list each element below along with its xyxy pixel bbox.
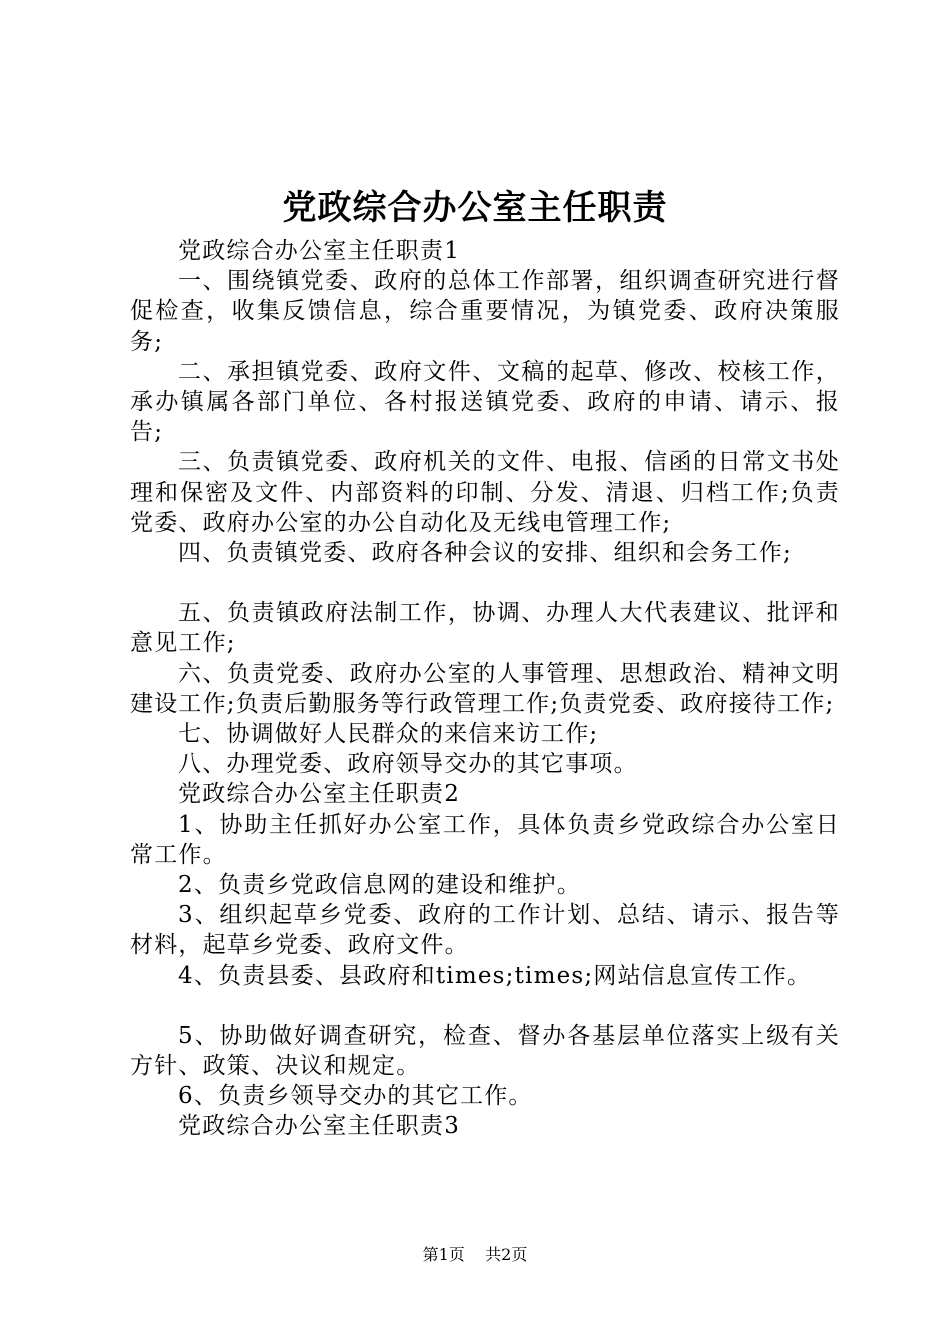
page-footer bbox=[0, 1244, 950, 1266]
document-title: 党政综合办公室主任职责 bbox=[282, 188, 668, 228]
paragraph-duty-1: 一、围绕镇党委、政府的总体工作部署，组织调查研究进行督促检查，收集反馈信息，综合重要情况，为镇党委、政府决策服务; bbox=[130, 268, 840, 355]
paragraph-item-5: 5、协助做好调查研究，检查、督办各基层单位落实上级有关方针、政策、决议和规定。 bbox=[130, 1022, 840, 1080]
section-heading-2: 党政综合办公室主任职责2 bbox=[178, 781, 461, 808]
footer-spacer bbox=[470, 1245, 480, 1264]
paragraph-duty-7: 七、协调做好人民群众的来信来访工作; bbox=[178, 721, 599, 748]
paragraph-duty-3: 三、负责镇党委、政府机关的文件、电报、信函的日常文书处理和保密及文件、内部资料的印制、分发、清退、归档工作;负责党委、政府办公室的办公自动化及无线电管理工作; bbox=[130, 449, 840, 536]
paragraph-item-1: 1、协助主任抓好办公室工作，具体负责乡党政综合办公室日常工作。 bbox=[130, 811, 840, 868]
document-body bbox=[130, 236, 840, 1142]
paragraph-item-6: 6、负责乡领导交办的其它工作。 bbox=[178, 1083, 533, 1110]
paragraph-duty-4: 四、负责镇党委、政府各种会议的安排、组织和会务工作; bbox=[178, 540, 792, 567]
blank-line bbox=[130, 568, 840, 598]
paragraph-duty-2: 二、承担镇党委、政府文件、文稿的起草、修改、校核工作，承办镇属各部门单位、各村报送镇党委、政府的申请、请示、报告; bbox=[130, 358, 840, 446]
blank-line bbox=[130, 991, 840, 1021]
page-number: 第1页 bbox=[422, 1245, 465, 1264]
paragraph-duty-5: 五、负责镇政府法制工作，协调、办理人大代表建议、批评和意见工作; bbox=[130, 600, 840, 657]
section-heading-3: 党政综合办公室主任职责3 bbox=[178, 1113, 461, 1140]
paragraph-duty-8: 八、办理党委、政府领导交办的其它事项。 bbox=[178, 751, 638, 778]
paragraph-item-3: 3、组织起草乡党委、政府的工作计划、总结、请示、报告等材料，起草乡党委、政府文件。 bbox=[130, 902, 840, 959]
paragraph-item-2: 2、负责乡党政信息网的建设和维护。 bbox=[178, 872, 582, 899]
paragraph-duty-6: 六、负责党委、政府办公室的人事管理、思想政治、精神文明建设工作;负责后勤服务等行政管理工作;负责党委、政府接待工作; bbox=[130, 660, 840, 717]
section-heading-1: 党政综合办公室主任职责1 bbox=[178, 238, 461, 264]
paragraph-item-4: 4、负责县委、县政府和times;times;网站信息宣传工作。 bbox=[178, 962, 812, 989]
page-total: 共2页 bbox=[485, 1245, 528, 1264]
